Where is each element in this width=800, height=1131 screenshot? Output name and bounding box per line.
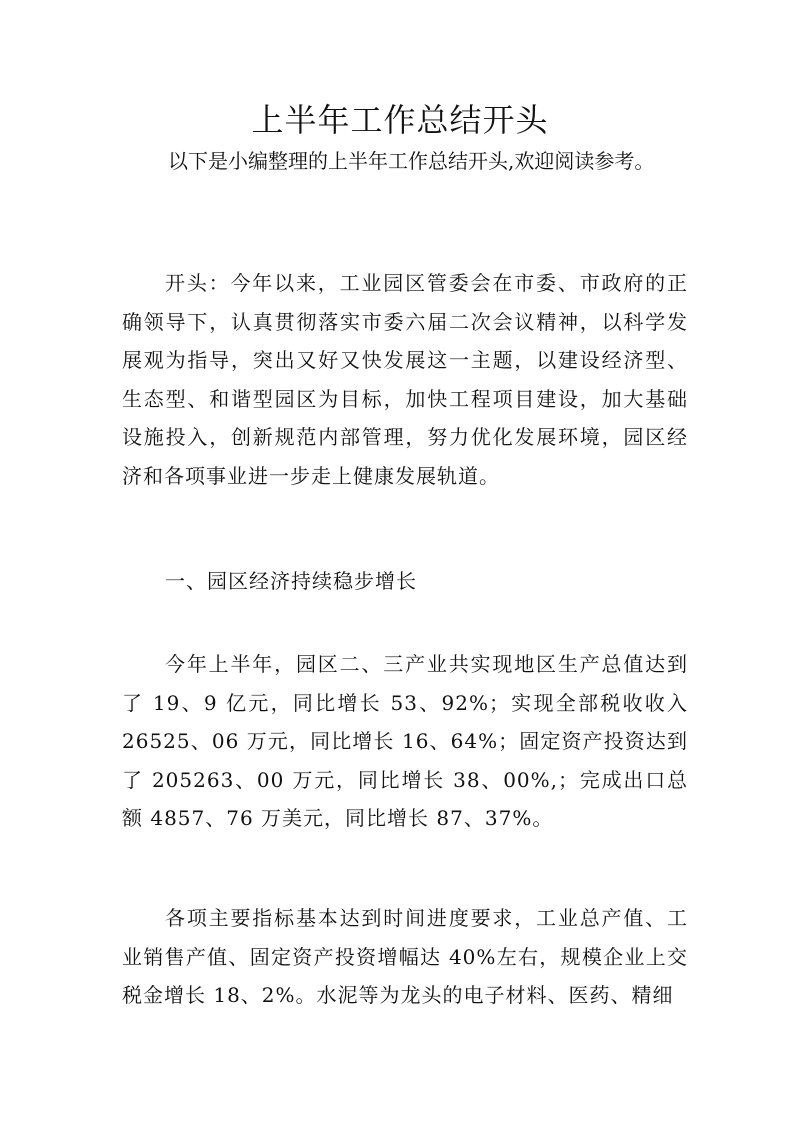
intro-text: 以下是小编整理的上半年工作总结开头,欢迎阅读参考。 xyxy=(168,149,655,173)
section-heading: 一、园区经济持续稳步增长 xyxy=(165,569,417,593)
targets-paragraph: 各项主要指标基本达到时间进度要求，工业总产值、工业销售产值、固定资产投资增幅达 40%左右，规模企业上交税金增长 18、2%。水泥等为龙头的电子材料、医药、精细 xyxy=(122,906,688,1007)
stats-paragraph: 今年上半年，园区二、三产业共实现地区生产总值达到了 19、9 亿元，同比增长 53、92%；实现全部税收收入 26525、06 万元，同比增长 16、64%；固定资产投资达到了 205263、00 万元，同比增长 38、00%,；完成出口总额 4857、76 万美元，同比增长 87、37%。 xyxy=(122,652,688,830)
opening-paragraph: 开头：今年以来，工业园区管委会在市委、市政府的正确领导下，认真贯彻落实市委六届二次会议精神，以科学发展观为指导，突出又好又快发展这一主题，以建设经济型、生态型、和谐型园区为目标，加快工程项目建设，加大基础设施投入，创新规范内部管理，努力优化发展环境，园区经济和各项事业进一步走上健康发展轨道。 xyxy=(122,271,688,488)
document-title: 上半年工作总结开头 xyxy=(251,101,549,139)
